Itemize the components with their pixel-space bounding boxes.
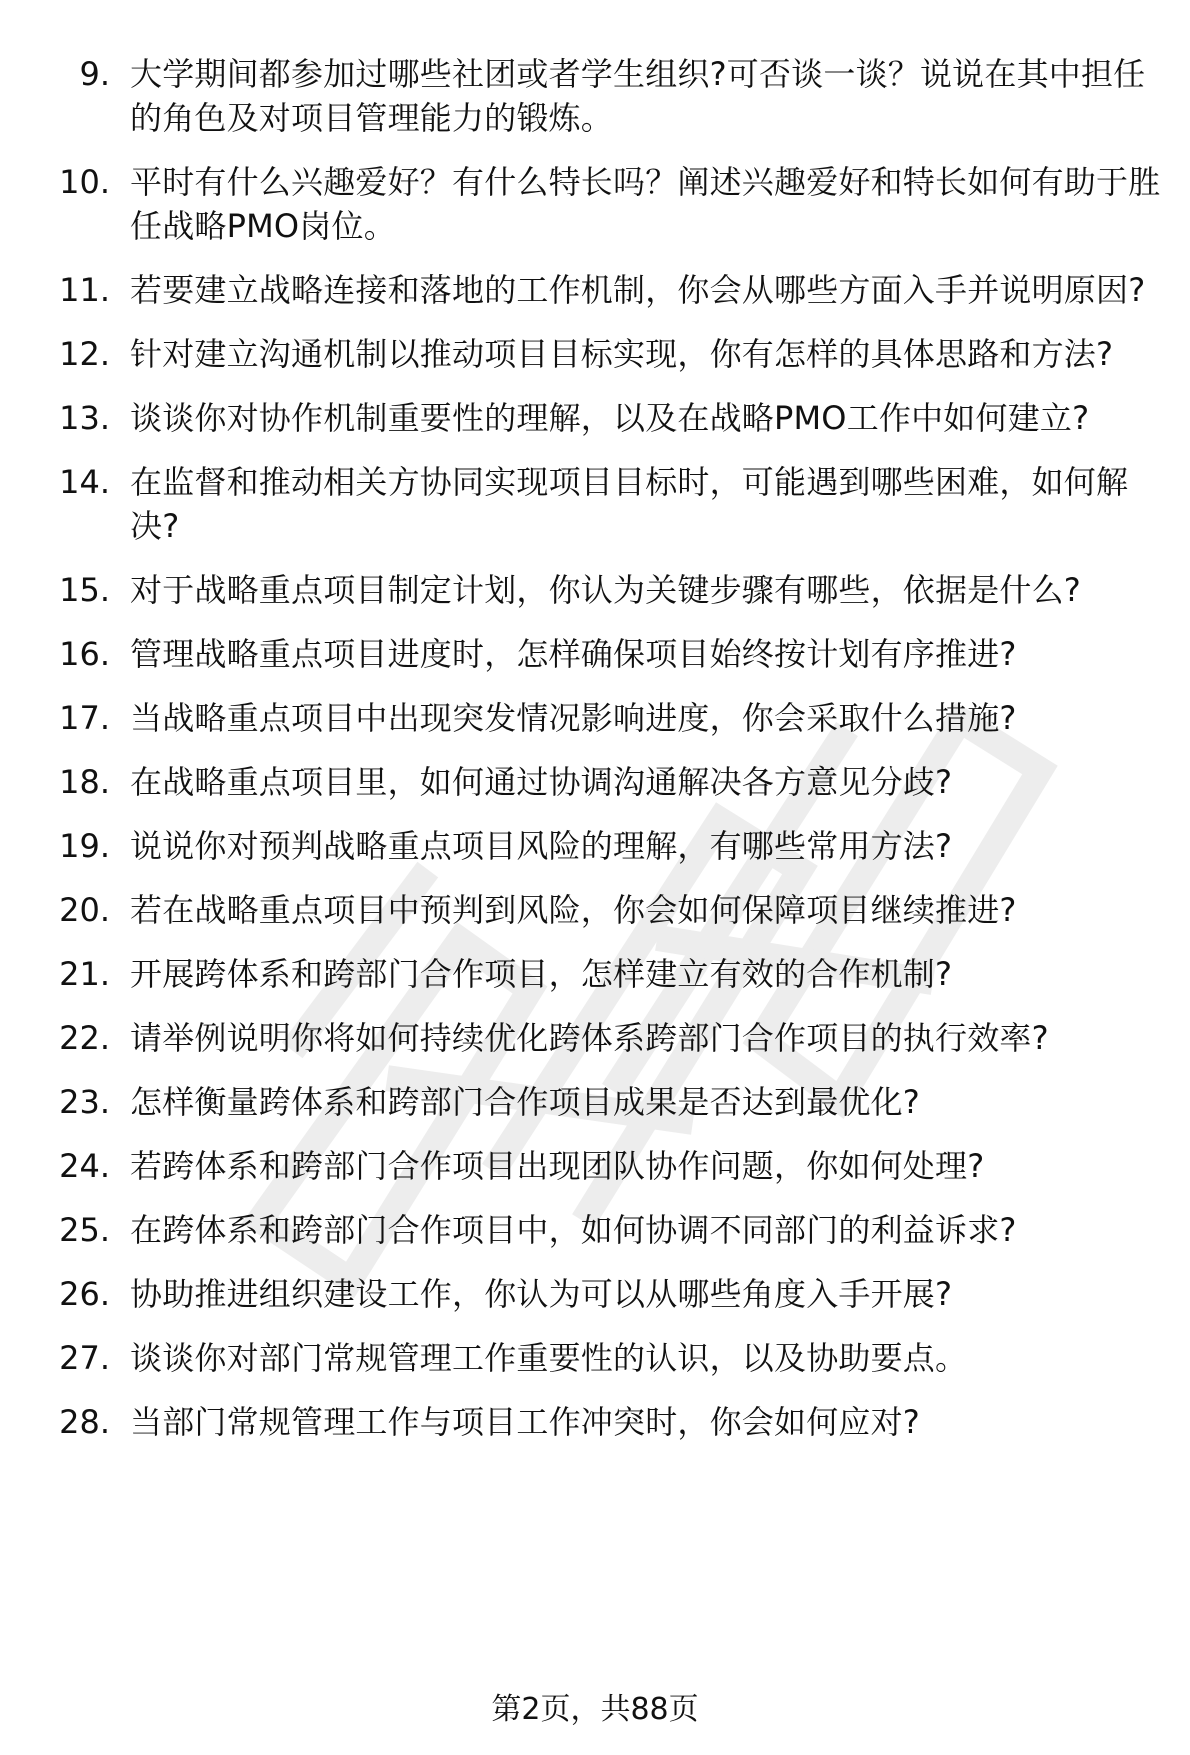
list-item [0,1400,1190,1444]
question-text: 当部门常规管理工作与项目工作冲突时，你会如何应对? [130,1403,920,1441]
question-number: 24. [59,1147,110,1185]
question-number: 12. [59,335,110,373]
question-number: 26. [59,1275,110,1313]
list-item [0,952,1190,996]
question-number: 9. [79,55,110,93]
list-item [0,52,1190,140]
list-item [0,1144,1190,1188]
list-item [0,1208,1190,1252]
question-text: 请举例说明你将如何持续优化跨体系跨部门合作项目的执行效率? [130,1019,1049,1057]
list-item [0,1272,1190,1316]
question-number: 15. [59,571,110,609]
question-text: 谈谈你对协作机制重要性的理解，以及在战略PMO工作中如何建立? [130,399,1090,437]
question-number: 19. [59,827,110,865]
list-item [0,460,1190,548]
question-text: 在战略重点项目里，如何通过协调沟通解决各方意见分歧? [130,763,953,801]
question-text: 管理战略重点项目进度时，怎样确保项目始终按计划有序推进? [130,635,1017,673]
question-number: 16. [59,635,110,673]
question-number: 17. [59,699,110,737]
question-text: 大学期间都参加过哪些社团或者学生组织?可否谈一谈？说说在其中担任的角色及对项目管理能力的锻炼。 [130,55,1146,137]
question-text: 若要建立战略连接和落地的工作机制，你会从哪些方面入手并说明原因? [130,271,1146,309]
page-footer: 第2页，共88页 [491,1692,699,1727]
question-number: 23. [59,1083,110,1121]
question-text: 说说你对预判战略重点项目风险的理解，有哪些常用方法? [130,827,953,865]
list-item [0,396,1190,440]
list-item [0,824,1190,868]
list-item [0,696,1190,740]
question-text: 对于战略重点项目制定计划，你认为关键步骤有哪些，依据是什么? [130,571,1081,609]
question-number: 28. [59,1403,110,1441]
question-number: 22. [59,1019,110,1057]
list-item [0,760,1190,804]
question-text: 平时有什么兴趣爱好？有什么特长吗？阐述兴趣爱好和特长如何有助于胜任战略PMO岗位。 [130,163,1161,245]
question-list [0,52,1190,1464]
list-item [0,568,1190,612]
list-item [0,160,1190,248]
list-item [0,632,1190,676]
question-text: 怎样衡量跨体系和跨部门合作项目成果是否达到最优化? [130,1083,920,1121]
question-text: 当战略重点项目中出现突发情况影响进度，你会采取什么措施? [130,699,1017,737]
list-item [0,1336,1190,1380]
question-number: 20. [59,891,110,929]
list-item [0,1080,1190,1124]
question-number: 10. [59,163,110,201]
question-text: 若在战略重点项目中预判到风险，你会如何保障项目继续推进? [130,891,1017,929]
question-text: 在跨体系和跨部门合作项目中，如何协调不同部门的利益诉求? [130,1211,1017,1249]
question-text: 针对建立沟通机制以推动项目目标实现，你有怎样的具体思路和方法? [130,335,1114,373]
question-number: 21. [59,955,110,993]
list-item [0,268,1190,312]
question-number: 14. [59,463,110,501]
question-text: 若跨体系和跨部门合作项目出现团队协作问题，你如何处理? [130,1147,985,1185]
question-number: 18. [59,763,110,801]
list-item [0,1016,1190,1060]
question-number: 11. [59,271,110,309]
question-text: 谈谈你对部门常规管理工作重要性的认识，以及协助要点。 [130,1339,968,1377]
list-item [0,888,1190,932]
question-number: 13. [59,399,110,437]
question-text: 协助推进组织建设工作，你认为可以从哪些角度入手开展? [130,1275,953,1313]
question-number: 27. [59,1339,110,1377]
question-number: 25. [59,1211,110,1249]
question-text: 在监督和推动相关方协同实现项目目标时，可能遇到哪些困难，如何解决? [130,463,1129,545]
list-item [0,332,1190,376]
question-text: 开展跨体系和跨部门合作项目，怎样建立有效的合作机制? [130,955,953,993]
